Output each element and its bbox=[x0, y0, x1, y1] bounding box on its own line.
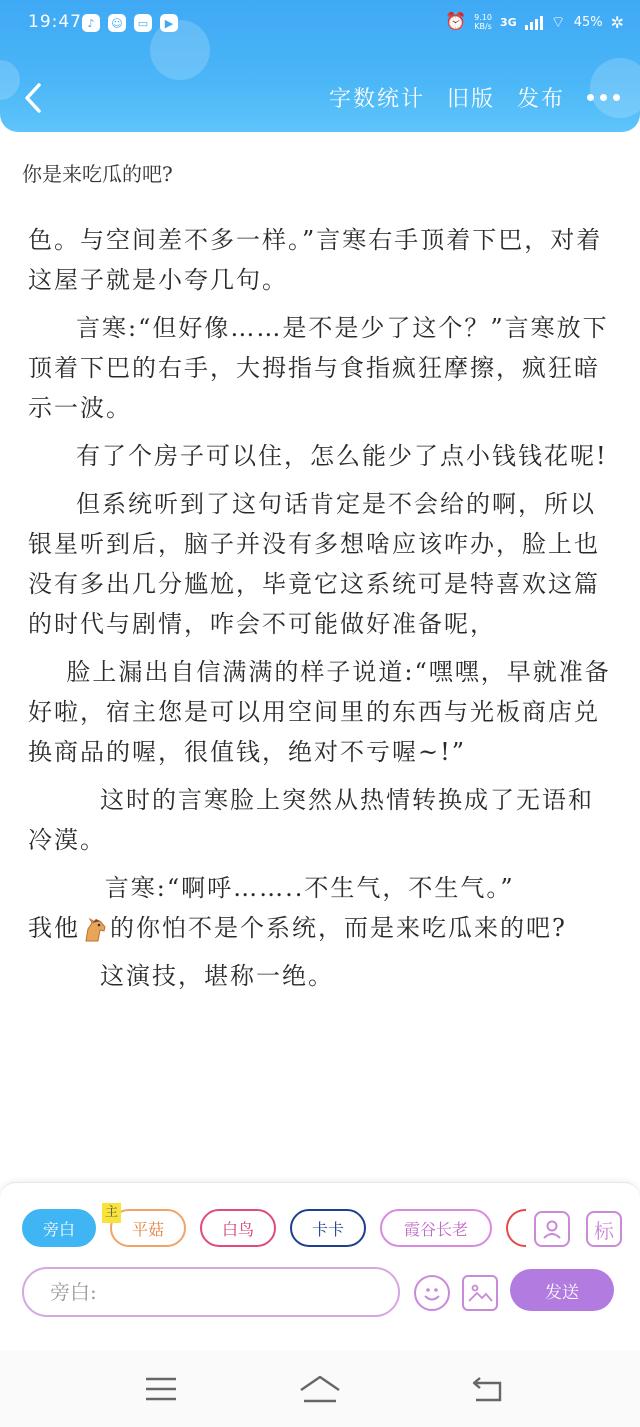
message-input[interactable]: 旁白: bbox=[22, 1267, 400, 1317]
word-count-button[interactable]: 字数统计 bbox=[328, 87, 425, 112]
net-speed-unit: KB/s bbox=[474, 22, 492, 31]
app-header bbox=[0, 0, 640, 132]
inline-rest: 的你怕不是个系统，而是来吃瓜来的吧? bbox=[110, 914, 567, 942]
net-speed bbox=[474, 13, 492, 31]
paragraph bbox=[28, 908, 614, 948]
notification-icons bbox=[82, 14, 178, 32]
book-icon: ▭ bbox=[134, 14, 152, 32]
paragraph: 这演技，堪称一绝。 bbox=[100, 962, 334, 990]
paragraph: 脸上漏出自信满满的样子说道:“嘿嘿，早就准备好啦，宿主您是可以用空间里的东西与光板商店兑换商品的喔，很值钱，绝对不亏喔~!” bbox=[28, 658, 611, 766]
system-nav-bar bbox=[0, 1350, 640, 1427]
paragraph: 但系统听到了这句话肯定是不会给的啊，所以银星听到后，脑子并没有多想啥应该咋办，脸上也没有多出几分尴尬，毕竟它这系统可是特喜欢这篇的时代与剧情，咋会不可能做好准备呢， bbox=[28, 490, 600, 638]
chapter-title[interactable]: 你是来吃瓜的吧? bbox=[22, 162, 173, 186]
video-icon: ▶ bbox=[160, 14, 178, 32]
net-speed-value: 9.10 bbox=[474, 13, 492, 22]
status-time: 19:47 bbox=[28, 12, 82, 32]
role-chip-bird[interactable]: 白鸟 bbox=[200, 1209, 276, 1247]
role-chips bbox=[22, 1205, 526, 1247]
header-actions bbox=[329, 82, 620, 113]
emoji-button[interactable] bbox=[414, 1275, 450, 1311]
user-icon bbox=[540, 1217, 564, 1241]
menu-icon[interactable] bbox=[144, 1374, 178, 1404]
paragraph: 有了个房子可以住，怎么能少了点小钱钱花呢! bbox=[76, 442, 608, 470]
chevron-left-icon bbox=[22, 82, 44, 114]
music-icon: ♪ bbox=[82, 14, 100, 32]
signal-icon bbox=[525, 14, 543, 30]
role-chip-kaka[interactable]: 卡卡 bbox=[290, 1209, 366, 1247]
battery-level: 45% bbox=[573, 14, 603, 30]
decor-bubble bbox=[0, 60, 20, 100]
paragraph: 这时的言寒脸上突然从热情转换成了无语和冷漠。 bbox=[28, 786, 594, 854]
more-icon[interactable] bbox=[587, 94, 620, 101]
alarm-icon: ⏰ bbox=[444, 12, 467, 32]
role-chip-narrator[interactable]: 旁白 bbox=[22, 1209, 96, 1247]
back-button[interactable] bbox=[22, 82, 44, 114]
back-nav-icon[interactable] bbox=[470, 1374, 504, 1404]
horse-emoji-icon bbox=[80, 915, 110, 945]
paragraph: 言寒:“但好像……是不是少了这个？”言寒放下顶着下巴的右手，大拇指与食指疯狂摩擦，疯狂暗示一波。 bbox=[28, 314, 609, 422]
add-role-button[interactable] bbox=[534, 1211, 570, 1247]
role-chip-elder[interactable]: 霞谷长老 bbox=[380, 1209, 492, 1247]
old-version-button[interactable]: 旧版 bbox=[446, 87, 495, 112]
role-chip-label: 平菇 bbox=[131, 1219, 164, 1239]
publish-button[interactable]: 发布 bbox=[516, 87, 565, 112]
wifi-icon: ⌔ bbox=[550, 12, 566, 31]
role-chip-mushroom[interactable] bbox=[105, 1205, 186, 1247]
send-button[interactable]: 发送 bbox=[510, 1269, 614, 1311]
status-bar bbox=[0, 0, 640, 48]
composer-panel bbox=[0, 1182, 640, 1351]
role-chip-partial[interactable] bbox=[506, 1209, 526, 1247]
gear-icon: ✲ bbox=[610, 12, 624, 32]
smile-icon bbox=[416, 1277, 448, 1309]
image-icon bbox=[464, 1277, 496, 1309]
system-indicators bbox=[445, 12, 624, 32]
network-type: 3G bbox=[499, 15, 517, 29]
tag-button[interactable]: 标 bbox=[586, 1211, 622, 1247]
editor-content[interactable] bbox=[28, 220, 614, 1004]
chat-app-icon: ☺ bbox=[108, 14, 126, 32]
main-badge: 主 bbox=[102, 1203, 121, 1223]
paragraph: 言寒:“啊呼……..不生气，不生气。” bbox=[104, 874, 515, 902]
home-icon[interactable] bbox=[298, 1374, 342, 1404]
paragraph: 色。与空间差不多一样。”言寒右手顶着下巴，对着这屋子就是小夸几句。 bbox=[28, 226, 603, 294]
image-button[interactable] bbox=[462, 1275, 498, 1311]
inline-prefix: 我他 bbox=[28, 914, 80, 942]
